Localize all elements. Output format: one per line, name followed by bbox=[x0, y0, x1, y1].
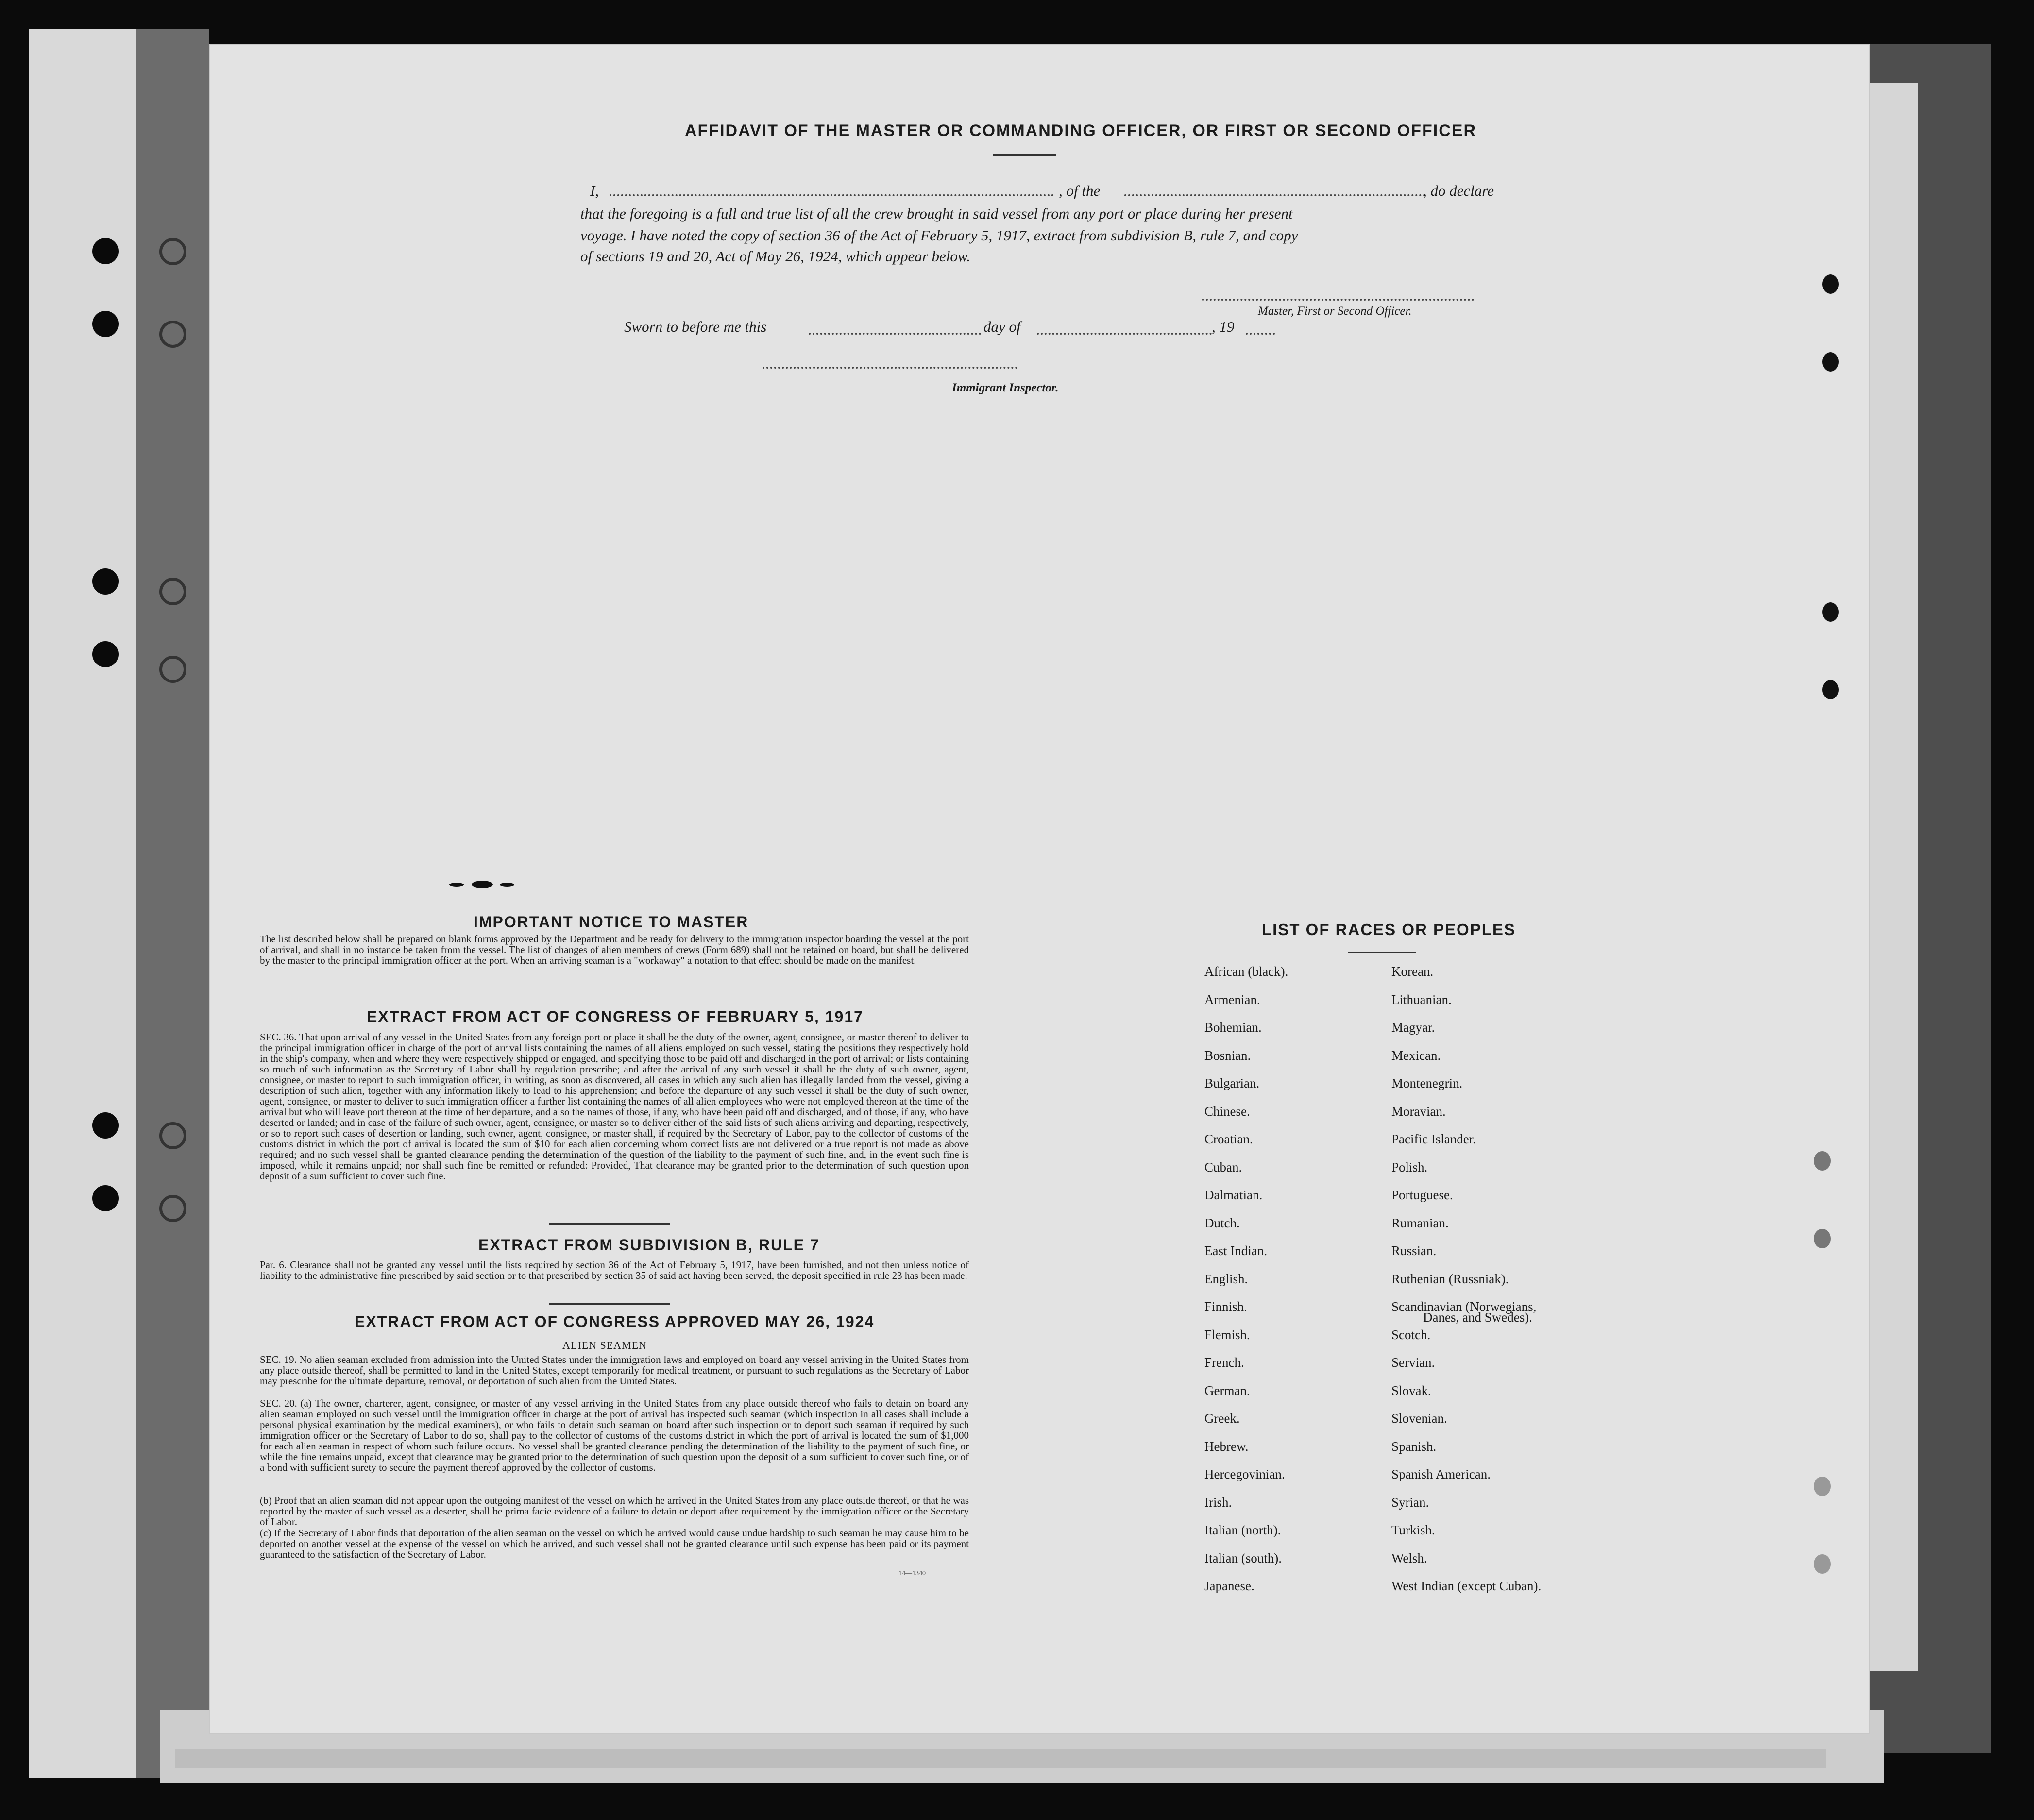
race-item: Korean. bbox=[1391, 964, 1434, 979]
signature-blank[interactable] bbox=[1202, 299, 1474, 301]
race-item: Irish. bbox=[1204, 1495, 1232, 1510]
punch-hole-ring bbox=[159, 656, 186, 683]
races-rule bbox=[1348, 952, 1416, 953]
sworn-day-of: day of bbox=[983, 318, 1021, 335]
underlying-sheets-edge bbox=[175, 1749, 1826, 1768]
punch-hole bbox=[92, 568, 119, 595]
punch-hole bbox=[1822, 274, 1839, 294]
title-rule bbox=[993, 154, 1056, 156]
race-item: Rumanian. bbox=[1391, 1215, 1449, 1230]
race-item: Servian. bbox=[1391, 1355, 1435, 1370]
punch-hole-ring bbox=[159, 1195, 186, 1222]
race-item: Pacific Islander. bbox=[1391, 1132, 1476, 1146]
punch-hole bbox=[1814, 1477, 1831, 1496]
subdivision-title: EXTRACT FROM SUBDIVISION B, RULE 7 bbox=[478, 1236, 820, 1254]
race-item: Portuguese. bbox=[1391, 1188, 1453, 1202]
races-title: LIST OF RACES OR PEOPLES bbox=[1262, 920, 1516, 938]
notice-title: IMPORTANT NOTICE TO MASTER bbox=[474, 913, 749, 931]
race-item: Bosnian. bbox=[1204, 1048, 1251, 1063]
sec-20a-text: SEC. 20. (a) The owner, charterer, agent, consignee, or master of any vessel arriving in the United States from any place outside thereof who fails to detain on board any alien seaman employed on such vessel until the immigration officer in charge at the port of arrival has inspected such seaman (which inspection in all cases shall include a personal physical examination by the medical examiners), or who fails to detain such seaman on board after such inspection or to deport such seaman if required by such immigration officer or the Secretary of Labor to do so, shall pay to the collector of customs of the customs district in which the port of arrival is located the sum of $1,000 for each alien seaman in respect of whom such failure occurs. No vessel shall be granted clearance pending the determination of the liability to the payment of such fine, or while the fine remains unpaid, except that clearance may be granted prior to the determination of such question upon the deposit of a sum sufficient to cover such fine, or of a bond with sufficient surety to secure the payment thereof approved by the collector of customs. bbox=[260, 1397, 969, 1473]
punch-hole bbox=[1814, 1151, 1831, 1171]
race-item: Italian (south). bbox=[1204, 1550, 1282, 1565]
affidavit-line-4: of sections 19 and 20, Act of May 26, 1924, which appear below. bbox=[580, 248, 971, 265]
extract-1924-title: EXTRACT FROM ACT OF CONGRESS APPROVED MAY 26, 1924 bbox=[355, 1313, 875, 1330]
race-item: Slovak. bbox=[1391, 1383, 1431, 1398]
ornament bbox=[449, 881, 517, 888]
race-item: Spanish American. bbox=[1391, 1467, 1491, 1481]
binder-edge-left bbox=[136, 29, 209, 1778]
race-item: Dutch. bbox=[1204, 1215, 1240, 1230]
race-item: Finnish. bbox=[1204, 1299, 1247, 1314]
punch-hole-ring bbox=[159, 578, 186, 605]
extract-1917-text: SEC. 36. That upon arrival of any vessel in the United States from any foreign port or place it shall be the duty of the owner, agent, consignee, or master thereof to deliver to the principal immigration officer in charge of the port of arrival lists containing the names of all aliens employed on such vessel, stating the positions they respectively hold in the ship's company, when and where they were respectively shipped or engaged, and specifying those to be paid off and discharged in the port of arrival; or lists containing so much of such information as the Secretary of Labor shall by regulation prescribe; and after the arrival of any such vessel it shall be the duty of such owner, agent, consignee, or master to report to such immigration officer, in writing, as soon as discovered, all cases in which any such alien has illegally landed from the vessel, giving a description of such alien, together with any information likely to lead to his apprehension; and before the departure of any such vessel it shall be the duty of such owner, agent, consignee, or master to deliver to such immigration officer a further list containing the names of all alien employees who were not employed thereon at the time of the arrival but who will leave port thereon at the time of her departure, and also the names of those, if any, who have been paid off and discharged, and of those, if any, who have deserted or landed; and in case of the failure of such owner, agent, consignee, or master so to deliver either of the said lists of such aliens arriving and departing, respectively, or so to report such cases of desertion or landing, such owner, agent, consignee, or master shall, if required by the Secretary of Labor, pay to the collector of customs of the customs district in which the port of arrival is located the sum of $10 for each alien concerning whom correct lists are not delivered or a true report is not made as above required; and no such vessel shall be granted clearance pending the determination of the question of the liability to the payment of such fine, and, in the event such fine is imposed, while it remains unpaid; nor shall such fine be remitted or refunded: Provided, That clearance may be granted prior to the determination of such question upon deposit of a sum sufficient to cover such fine. bbox=[260, 1031, 969, 1182]
race-item: Montenegrin. bbox=[1391, 1076, 1463, 1090]
race-item: Ruthenian (Russniak). bbox=[1391, 1271, 1509, 1286]
punch-hole bbox=[92, 311, 119, 337]
races-right-column bbox=[1391, 964, 1625, 1605]
race-item: Hebrew. bbox=[1204, 1439, 1249, 1454]
punch-hole bbox=[1822, 680, 1839, 699]
race-item: Bohemian. bbox=[1204, 1020, 1262, 1035]
affidavit-line-3: voyage. I have noted the copy of section 36 of the Act of February 5, 1917, extract from subdivision B, rule 7, and copy bbox=[580, 227, 1298, 244]
left-page-strip bbox=[29, 29, 136, 1778]
races-left-column bbox=[1204, 964, 1423, 1605]
punch-hole bbox=[1822, 602, 1839, 622]
race-item: Syrian. bbox=[1391, 1495, 1429, 1510]
punch-hole bbox=[1814, 1229, 1831, 1248]
punch-hole bbox=[92, 1185, 119, 1211]
affidavit-line-2: that the foregoing is a full and true list of all the crew brought in said vessel from any port or place during her present bbox=[580, 205, 1293, 222]
race-item: French. bbox=[1204, 1355, 1244, 1370]
race-item: Scandinavian (Norwegians, bbox=[1391, 1299, 1537, 1314]
extract-1917-title: EXTRACT FROM ACT OF CONGRESS OF FEBRUARY 5, 1917 bbox=[367, 1008, 864, 1025]
race-item: Russian. bbox=[1391, 1243, 1437, 1258]
race-item: Greek. bbox=[1204, 1411, 1240, 1426]
punch-hole bbox=[92, 238, 119, 264]
sworn-day-blank[interactable] bbox=[809, 333, 981, 335]
race-item: Hercegovinian. bbox=[1204, 1467, 1285, 1481]
section-rule bbox=[549, 1223, 670, 1225]
race-item: Lithuanian. bbox=[1391, 992, 1452, 1007]
name-blank[interactable] bbox=[610, 194, 1054, 196]
race-item: African (black). bbox=[1204, 964, 1288, 979]
section-rule bbox=[549, 1303, 670, 1305]
race-item: Flemish. bbox=[1204, 1327, 1250, 1342]
race-item: Mexican. bbox=[1391, 1048, 1441, 1063]
affidavit-do-declare: , do declare bbox=[1423, 182, 1494, 199]
race-item: Welsh. bbox=[1391, 1550, 1427, 1565]
affidavit-of-the: , of the bbox=[1059, 182, 1101, 199]
race-item: Moravian. bbox=[1391, 1104, 1446, 1119]
affidavit-title: AFFIDAVIT OF THE MASTER OR COMMANDING OFFICER, OR FIRST OR SECOND OFFICER bbox=[685, 121, 1476, 140]
punch-hole-ring bbox=[159, 1122, 186, 1149]
race-item: English. bbox=[1204, 1271, 1248, 1286]
inspector-blank[interactable] bbox=[763, 367, 1017, 369]
extract-1924-subtitle: ALIEN SEAMEN bbox=[562, 1339, 647, 1351]
sworn-month-blank[interactable] bbox=[1037, 333, 1212, 335]
sec-19-text: SEC. 19. No alien seaman excluded from admission into the United States under the immigration laws and employed on board any vessel arriving in the United States from any place outside thereof, shall be permitted to land in the United States, except temporarily for medical treatment, or pursuant to such regulations as the Secretary of Labor may prescribe for the ultimate departure, removal, or deportation of such alien from the United States. bbox=[260, 1354, 969, 1387]
race-item: Turkish. bbox=[1391, 1523, 1435, 1537]
race-item: Scotch. bbox=[1391, 1327, 1431, 1342]
sworn-year-blank[interactable] bbox=[1246, 333, 1275, 335]
race-item: German. bbox=[1204, 1383, 1250, 1398]
race-item: Polish. bbox=[1391, 1159, 1428, 1174]
race-item: Magyar. bbox=[1391, 1020, 1435, 1035]
race-item: Bulgarian. bbox=[1204, 1076, 1260, 1090]
notice-text: The list described below shall be prepared on blank forms approved by the Department and be ready for delivery to the immigration inspector boarding the vessel at the port of arrival, and shall in no instance be taken from the vessel. The list of changes of alien members of crews (Form 689) shall not be retained on board, but shall be delivered by the master to the principal immigration officer at the port. When an arriving seaman is a "workaway" a notation to that effect should be made on the manifest. bbox=[260, 933, 969, 966]
race-item: Croatian. bbox=[1204, 1132, 1253, 1146]
race-item: West Indian (except Cuban). bbox=[1391, 1579, 1542, 1593]
race-item: Chinese. bbox=[1204, 1104, 1250, 1119]
vessel-blank[interactable] bbox=[1124, 194, 1425, 196]
signature-caption: Master, First or Second Officer. bbox=[1258, 305, 1412, 318]
race-item: Spanish. bbox=[1391, 1439, 1437, 1454]
race-item-continuation: Danes, and Swedes). bbox=[1423, 1310, 1532, 1325]
sworn-prefix: Sworn to before me this bbox=[624, 318, 767, 335]
punch-hole bbox=[1814, 1554, 1831, 1574]
punch-hole bbox=[1822, 352, 1839, 372]
affidavit-i: I, bbox=[590, 182, 599, 199]
race-item: Japanese. bbox=[1204, 1579, 1254, 1593]
sworn-year-prefix: , 19 bbox=[1212, 318, 1235, 335]
sec-20c-text: (c) If the Secretary of Labor finds that deportation of the alien seaman on the vessel on which he arrived would cause undue hardship to such seaman he may cause him to be deported on another vessel at the expense of the vessel on which he arrived, and such vessel shall not be granted clearance until such expense has been paid or its payment guaranteed to the satisfaction of the Secretary of Labor. bbox=[260, 1527, 969, 1560]
subdivision-text: Par. 6. Clearance shall not be granted any vessel until the lists required by section 36 of the Act of February 5, 1917, have been furnished, and not then unless notice of liability to the administrative fine prescribed by said section or to that prescribed by section 35 of said act having been served, the deposit specified in rule 23 has been made. bbox=[260, 1259, 969, 1281]
race-item: Dalmatian. bbox=[1204, 1188, 1263, 1202]
race-item: Slovenian. bbox=[1391, 1411, 1447, 1426]
punch-hole-ring bbox=[159, 238, 186, 265]
form-number: 14—1340 bbox=[898, 1570, 926, 1577]
right-page-strip bbox=[1865, 83, 1918, 1671]
sec-20b-text: (b) Proof that an alien seaman did not appear upon the outgoing manifest of the vessel on which he arrived in the United States from any place outside thereof, or that he was reported by the master of such vessel as a deserter, shall be prima facie evidence of a failure to detain or deport after requirement by the immigration officer or the Secretary of Labor. bbox=[260, 1495, 969, 1528]
race-item: East Indian. bbox=[1204, 1243, 1267, 1258]
punch-hole-ring bbox=[159, 321, 186, 348]
race-item: Armenian. bbox=[1204, 992, 1260, 1007]
inspector-caption: Immigrant Inspector. bbox=[952, 381, 1059, 394]
race-item: Italian (north). bbox=[1204, 1523, 1281, 1537]
race-item: Cuban. bbox=[1204, 1159, 1242, 1174]
punch-hole bbox=[92, 1112, 119, 1139]
punch-hole bbox=[92, 641, 119, 667]
